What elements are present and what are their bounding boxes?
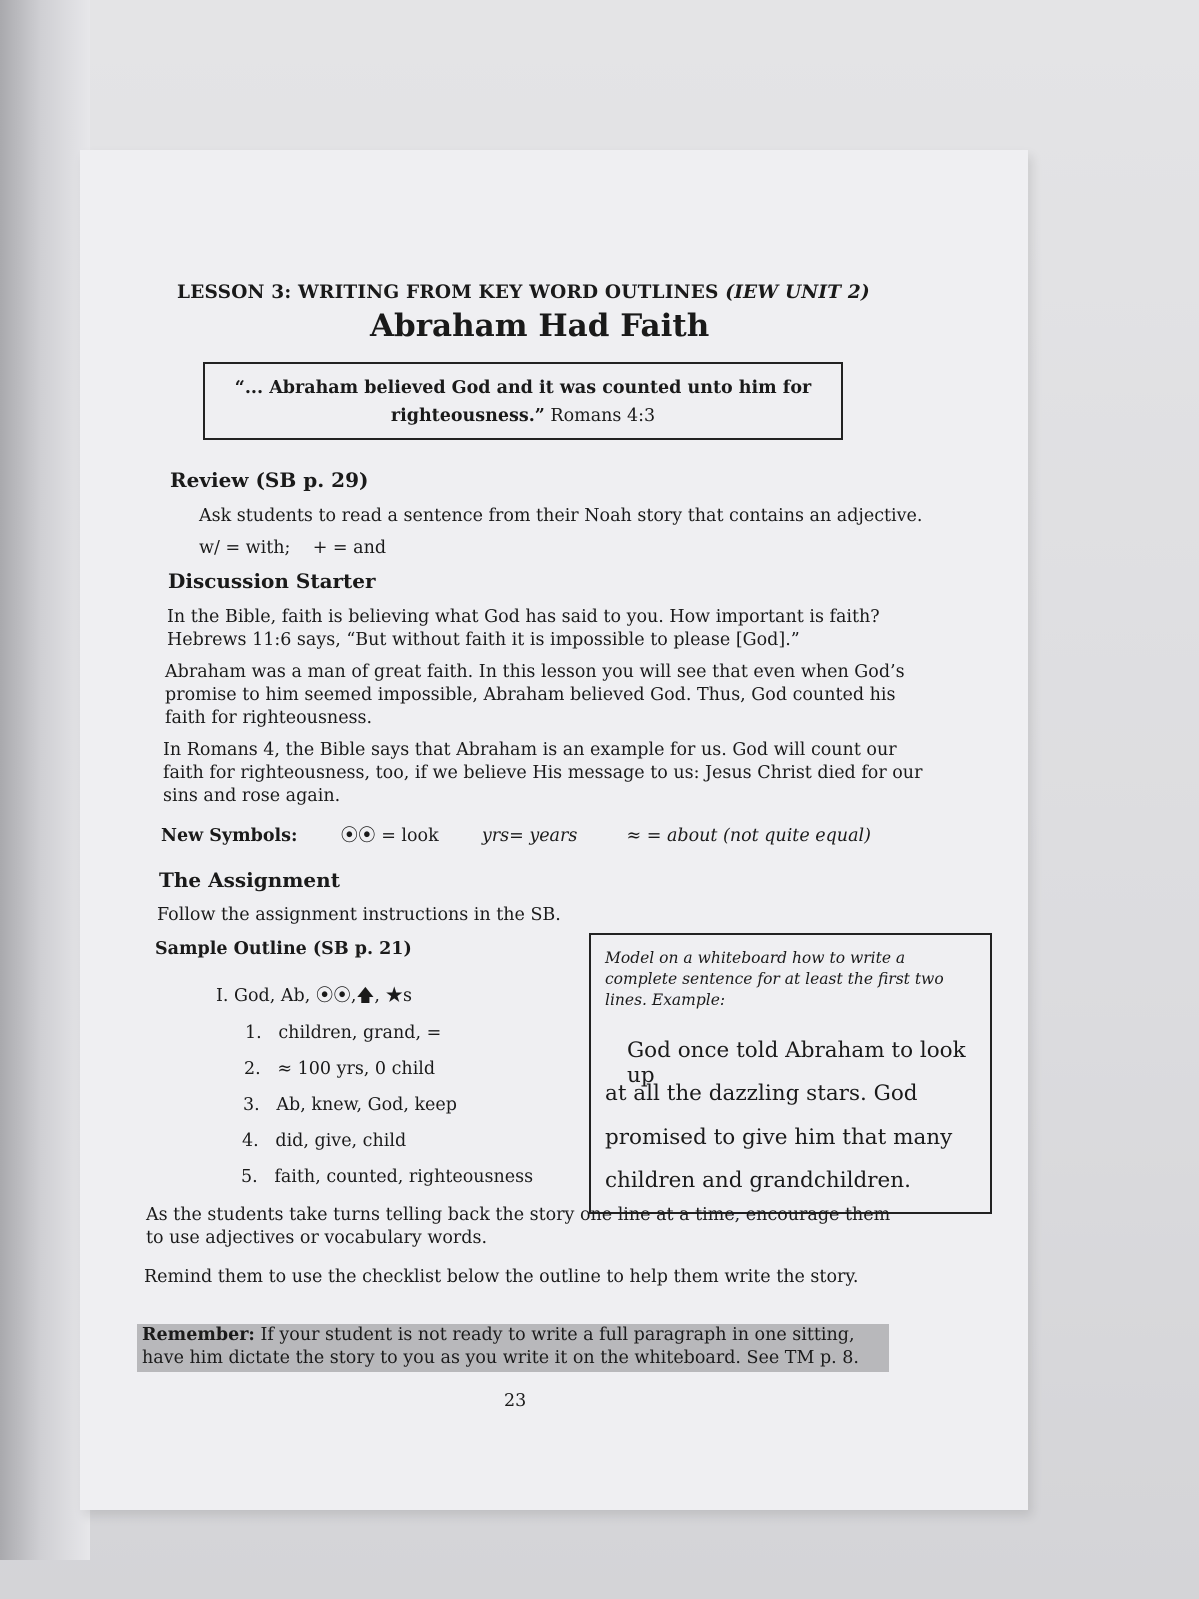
scripture-quote-box [203, 362, 843, 440]
model-sentence-line: at all the dazzling stars. God [605, 1081, 918, 1106]
new-symbols-row [161, 825, 871, 848]
lesson-header: LESSON 3: WRITING FROM KEY WORD OUTLINES (IEW UNIT 2) [177, 282, 870, 303]
closing-paragraph-2: Remind them to use the checklist below the outline to help them write the story. [144, 1267, 859, 1287]
outline-item: 4. did, give, child [242, 1131, 407, 1151]
quote-line-1: “... Abraham believed God and it was counted unto him for [234, 378, 812, 398]
remember-note: Remember: If your student is not ready to write a full paragraph in one sitting, have him dictate the story to you as you write it on the whiteboard. See TM p. 8. [142, 1325, 859, 1368]
remember-label: Remember: [142, 1325, 255, 1345]
new-symbols-label: New Symbols: [161, 826, 298, 846]
discussion-heading: Discussion Starter [168, 569, 376, 593]
page-number: 23 [504, 1391, 527, 1411]
book-page [80, 150, 1028, 1510]
outline-main-point: I. God, Ab, ⦿⦿,🡅, ★s [216, 986, 413, 1006]
discussion-paragraph-2: Abraham was a man of great faith. In this lesson you will see that even when God’s promise to him seemed impossible, Abraham believed God. Thus, God counted his faith for righteousness. [165, 662, 905, 728]
quote-reference: Romans 4:3 [544, 406, 656, 426]
closing-paragraph-1: As the students take turns telling back the story one line at a time, encourage them to use adjectives or vocabulary words. [146, 1205, 891, 1248]
model-sentence-line: God once told Abraham to look up [627, 1038, 966, 1088]
outline-item: 3. Ab, knew, God, keep [243, 1095, 457, 1115]
model-instruction: Model on a whiteboard how to write a complete sentence for at least the first two lines. Example: [605, 949, 944, 1009]
symbol-look: ⦿⦿ = look [340, 826, 439, 846]
model-sentence-line: children and grandchildren. [605, 1168, 911, 1193]
review-text: Ask students to read a sentence from their Noah story that contains an adjective. [199, 506, 923, 526]
page-title: Abraham Had Faith [370, 308, 710, 344]
outline-item: 5. faith, counted, righteousness [241, 1167, 534, 1187]
symbol-years: yrs= years [481, 826, 578, 846]
symbol-about: ≈ = about (not quite equal) [626, 826, 871, 846]
assignment-heading: The Assignment [159, 868, 340, 892]
assignment-instruction: Follow the assignment instructions in the SB. [157, 905, 561, 925]
review-heading: Review (SB p. 29) [170, 468, 369, 492]
review-symbols: w/ = with; + = and [199, 538, 387, 558]
sample-outline-heading: Sample Outline (SB p. 21) [155, 939, 412, 959]
quote-line-2: righteousness.” [390, 406, 545, 426]
model-sentence-line: promised to give him that many [605, 1125, 953, 1150]
previous-page-edge [0, 0, 90, 1560]
discussion-paragraph-3: In Romans 4, the Bible says that Abraham is an example for us. God will count our faith for righteousness, too, if we believe His message to us: Jesus Christ died for our sins and rose again. [163, 740, 923, 806]
discussion-paragraph-1: In the Bible, faith is believing what God has said to you. How important is faith? Hebrews 11:6 says, “But without faith it is impossible to please [God].” [167, 607, 880, 650]
outline-item: 2. ≈ 100 yrs, 0 child [244, 1059, 436, 1079]
outline-item: 1. children, grand, = [245, 1023, 442, 1043]
model-example-box [589, 933, 992, 1214]
